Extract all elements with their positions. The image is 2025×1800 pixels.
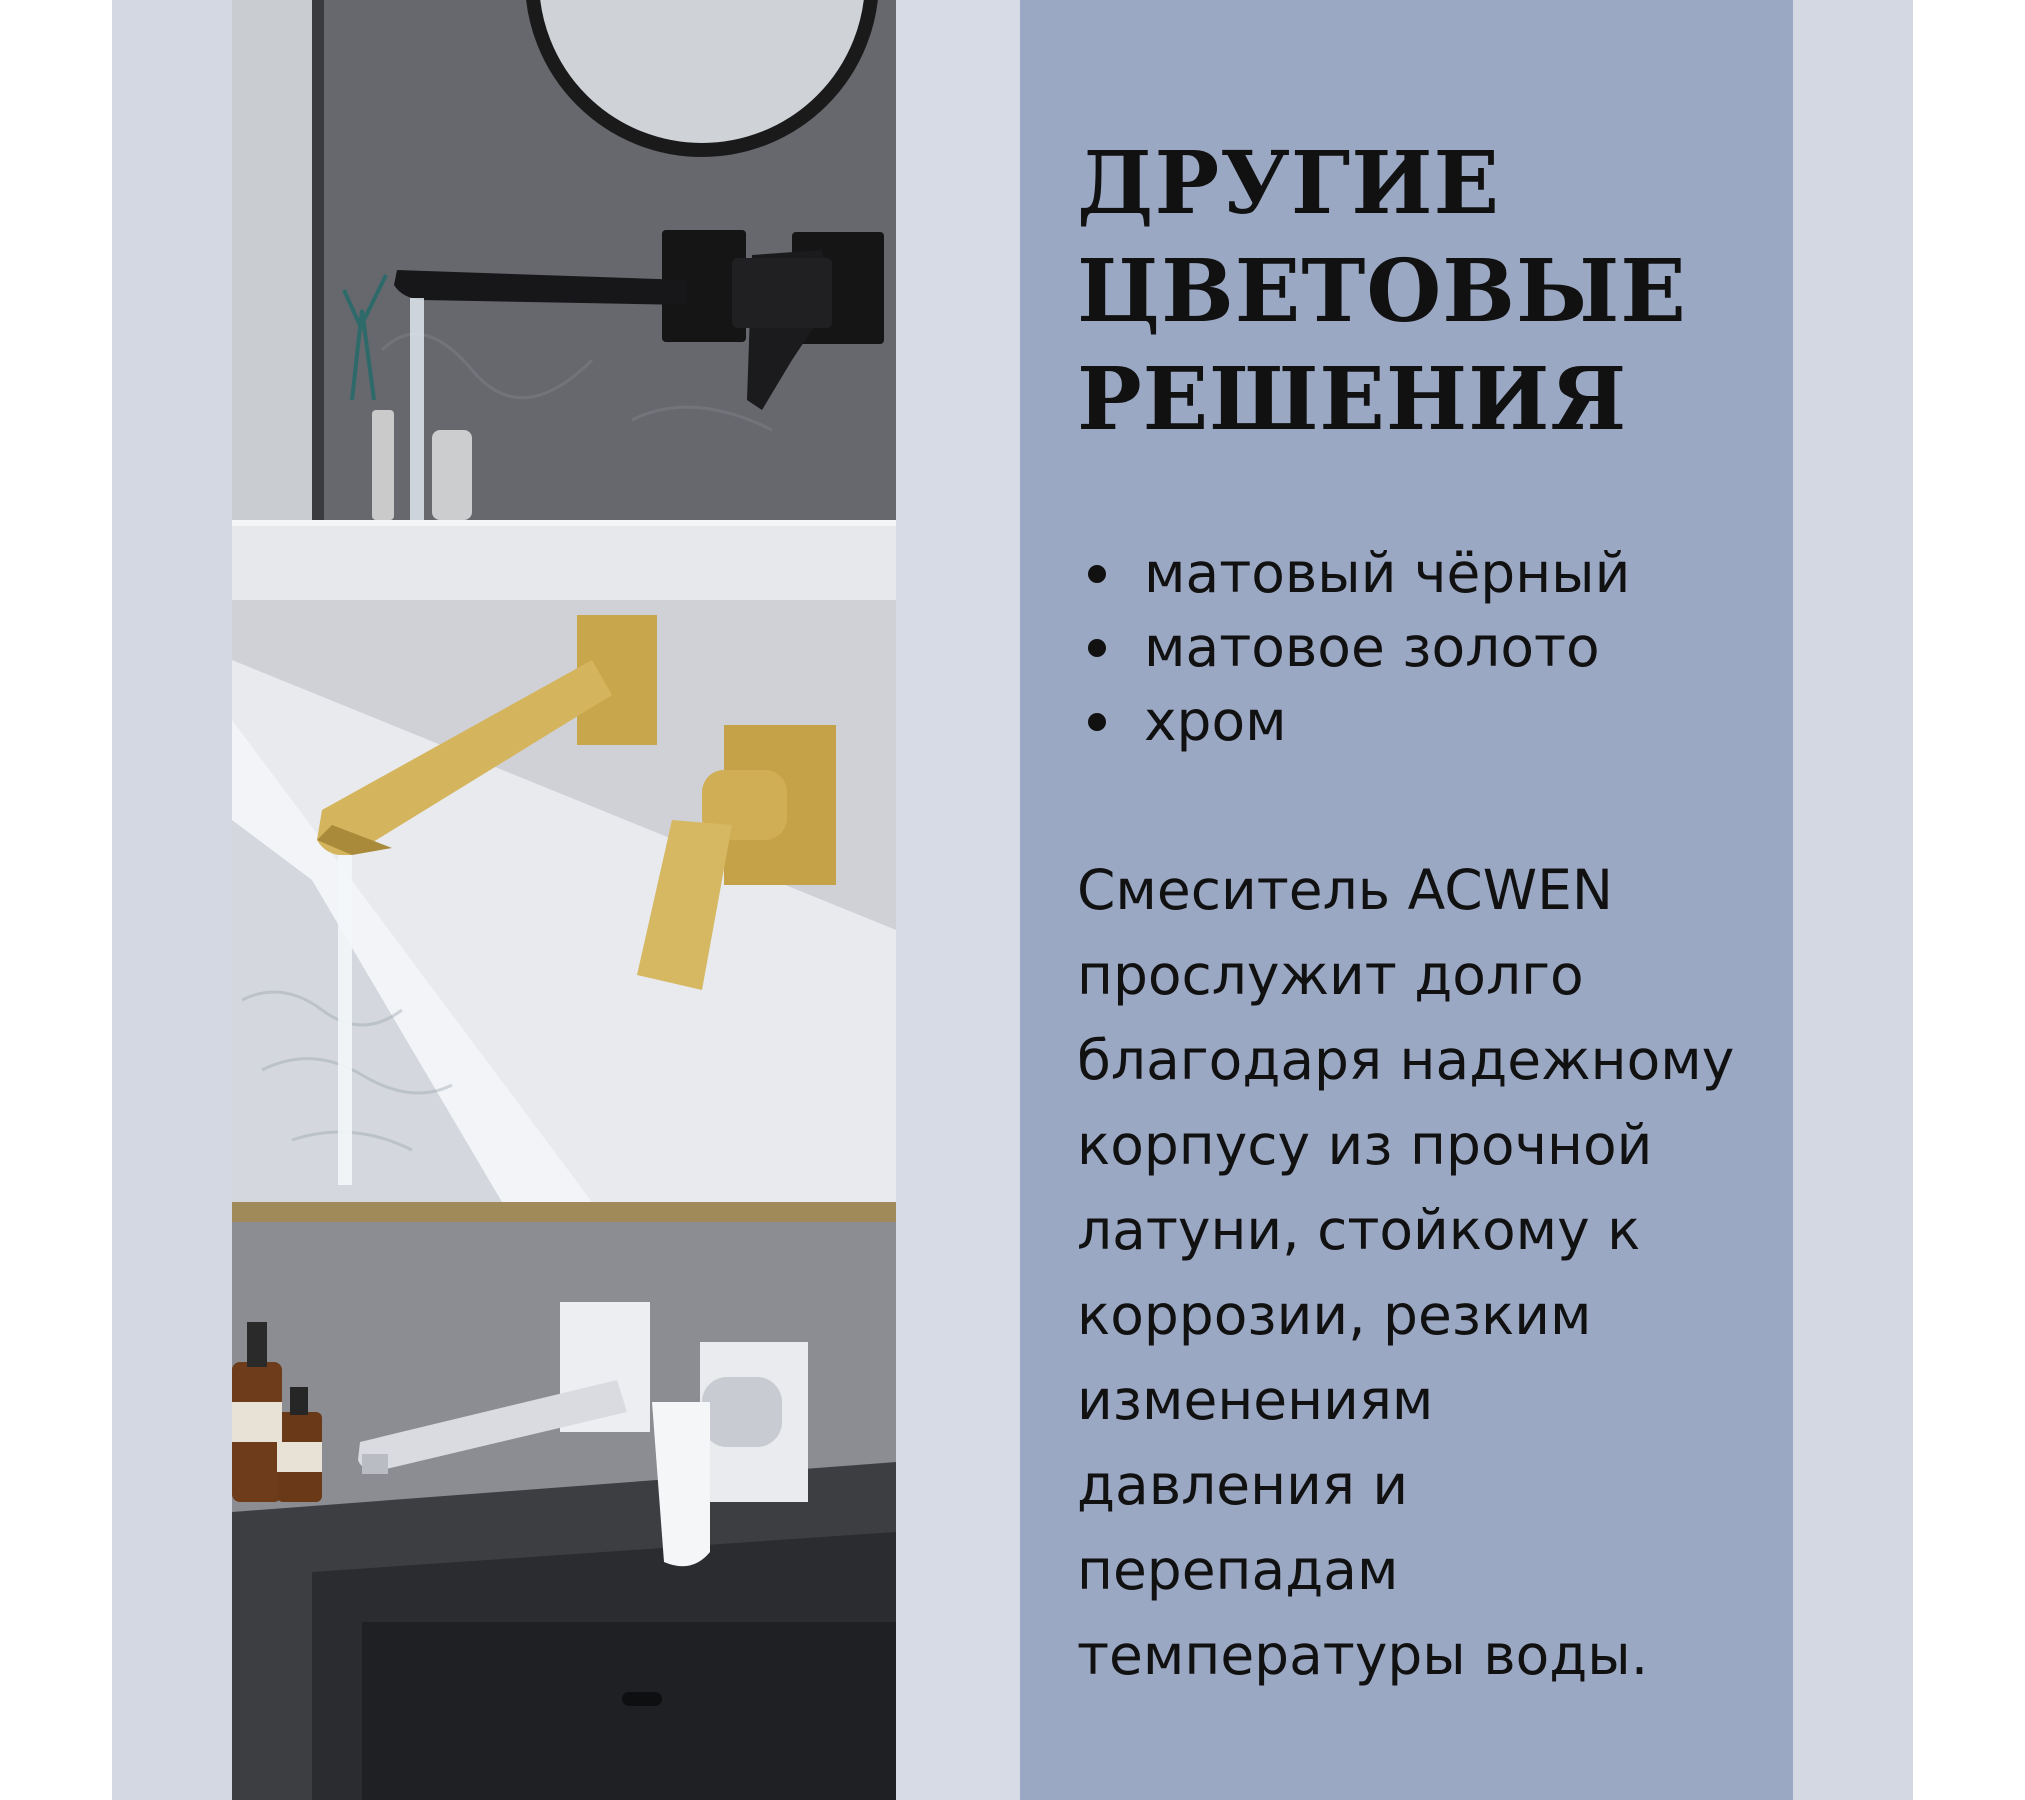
description-line: латуни, стойкому к bbox=[1077, 1198, 1641, 1262]
description-line: благодаря надежному bbox=[1077, 1028, 1735, 1092]
description-line: изменениям bbox=[1077, 1368, 1434, 1432]
title-line: РЕШЕНИЯ bbox=[1077, 349, 1628, 450]
color-option-label: хром bbox=[1144, 689, 1287, 753]
title-line: ЦВЕТОВЫЕ bbox=[1077, 241, 1687, 342]
color-option-label: матовый чёрный bbox=[1144, 541, 1631, 605]
bullet-icon bbox=[1088, 565, 1106, 583]
list-item bbox=[1082, 684, 1630, 758]
right-margin-band bbox=[1793, 0, 1913, 1800]
description-line: корпусу из прочной bbox=[1077, 1113, 1653, 1177]
title-line: ДРУГИЕ bbox=[1077, 133, 1501, 234]
center-divider-band bbox=[896, 0, 1020, 1800]
color-options-list bbox=[1082, 536, 1630, 758]
bullet-icon bbox=[1088, 639, 1106, 657]
color-option-label: матовое золото bbox=[1144, 615, 1600, 679]
matte-gold-faucet-photo bbox=[232, 600, 896, 1202]
description-line: коррозии, резким bbox=[1077, 1283, 1592, 1347]
description-line: температуры воды. bbox=[1077, 1623, 1649, 1687]
list-item bbox=[1082, 610, 1630, 684]
left-margin-band bbox=[112, 0, 232, 1800]
chrome-faucet-photo bbox=[232, 1202, 896, 1800]
description-line: прослужит долго bbox=[1077, 943, 1584, 1007]
list-item bbox=[1082, 536, 1630, 610]
info-panel bbox=[1020, 0, 1793, 1800]
description-line: Смеситель ACWEN bbox=[1077, 858, 1613, 922]
description-line: перепадам bbox=[1077, 1538, 1399, 1602]
matte-black-faucet-photo bbox=[232, 0, 896, 600]
description-line: давления и bbox=[1077, 1453, 1409, 1517]
description-paragraph bbox=[1077, 848, 1777, 1698]
bullet-icon bbox=[1088, 713, 1106, 731]
section-title bbox=[1077, 130, 1757, 454]
